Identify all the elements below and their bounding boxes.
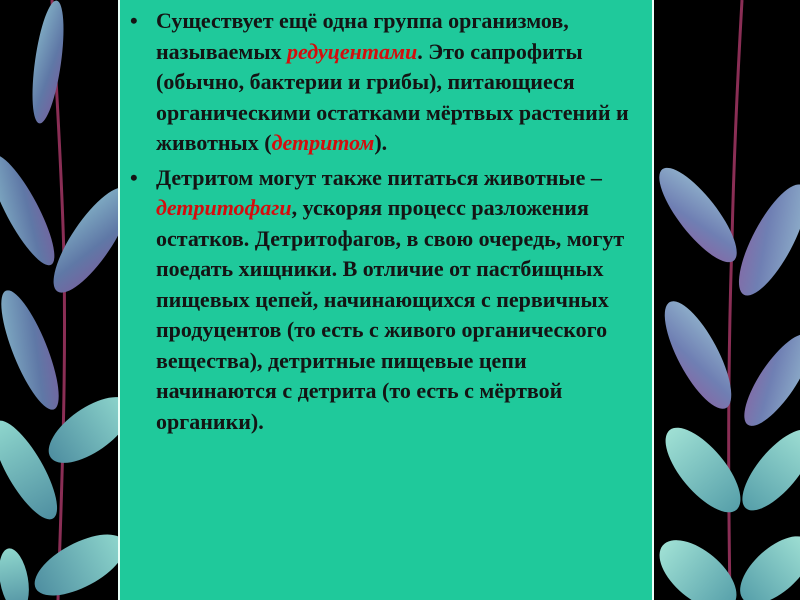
paragraph-text: Детритом могут также питаться животные –: [156, 164, 602, 190]
paragraph-text: . Это сапрофиты (обычно, бактерии и грибы), питающиеся органическими остатками мёртвых растений и животных (: [156, 38, 629, 155]
term-detritus: детритом: [271, 130, 375, 155]
paragraph-text: ).: [374, 130, 388, 155]
paragraph-text: , ускоряя процесс разложения остатков. Детритофагов, в свою очередь, могут поедать хищники. В отличие от пастбищных пищевых цепей, начинающихся с первичных продуцентов (то есть с живого органического вещества), детритные пищевые цепи начинаются с детрита (то есть с мёртвой органики).: [156, 195, 625, 434]
content-panel: [118, 0, 654, 600]
bullet-icon: •: [130, 8, 138, 33]
bullet-item-detritivores: [128, 163, 648, 438]
term-detritivores: детритофаги: [156, 195, 292, 220]
leaf-decoration-left: [0, 0, 118, 600]
paragraph-text: Существует ещё одна группа организмов, называемых: [156, 8, 569, 64]
leaf-decoration-right: [658, 0, 800, 600]
bullet-icon: •: [130, 164, 138, 190]
bullet-item-reducers: [128, 6, 648, 159]
bullet-list: [128, 6, 648, 441]
term-reducers: редуцентами: [287, 38, 418, 64]
